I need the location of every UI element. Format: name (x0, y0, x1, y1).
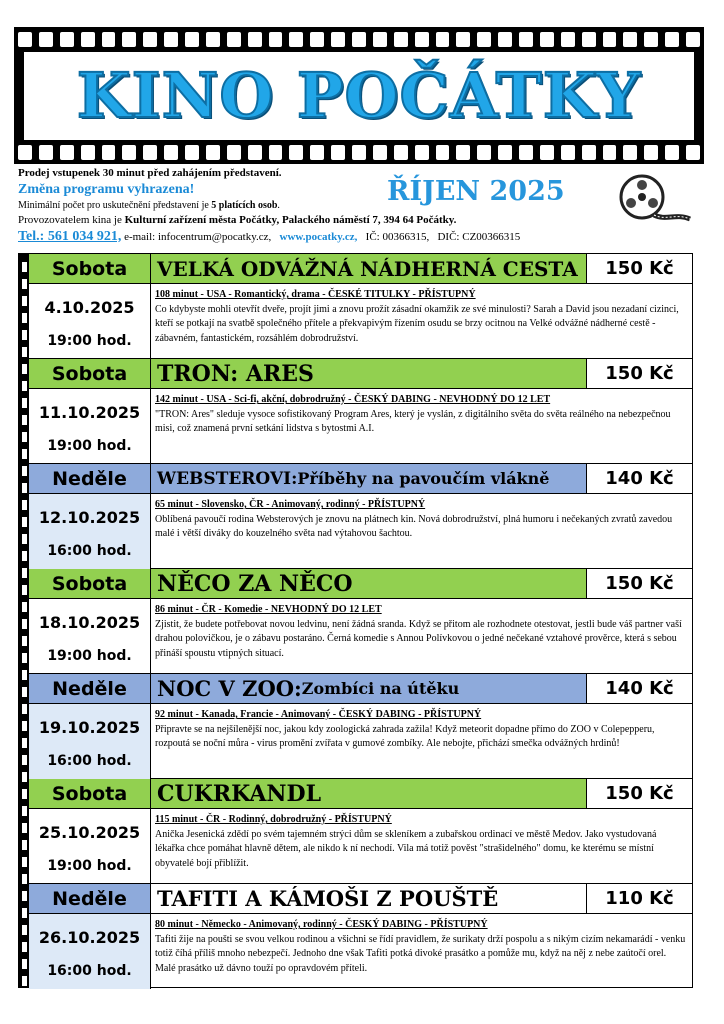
weekday-label: Neděle (29, 884, 150, 914)
movie-title-bar (151, 359, 586, 389)
screening-date: 18.10.2025 (38, 613, 141, 632)
operator-info: Provozovatelem kina je Kulturní zařízení města Počátky, Palackého náměstí 7, 394 64 Počátky. (18, 214, 457, 226)
datetime-cell (29, 599, 150, 674)
weekday-label: Sobota (29, 779, 150, 809)
film-holes-bottom (18, 145, 700, 160)
screening-time: 16:00 hod. (47, 543, 132, 559)
movie-description: Tafiti žije na poušti se svou velkou rodinou a všichni se řídí pravidlem, že surikaty drží pospolu a s nikým cizím nekamarádí - venku totiž číhá příliš mnoho nebezpečí. Jednoho dne však Tafiti potká divoké prasátko a pomůže mu, když na něj z nebe zaútočí orel. Malé prasátko už dávno touží po opravdovém příteli. (155, 933, 686, 974)
movie-meta: 142 minut - USA - Sci-fi, akční, dobrodružný - ČESKÝ DABING - NEVHODNÝ DO 12 LET (155, 394, 551, 405)
date-column (29, 674, 151, 779)
screening-date: 19.10.2025 (38, 718, 141, 737)
movie-description: Zjistit, že budete potřebovat novou ledvinu, není žádná sranda. Když se přitom ale rozhodnete otestovat, jestli bude váš partner vaší drahou polovičkou, je o zábavu postaráno. Černá komedie s Annou Polívkovou o jedné nečekané vztahové prověrce, která s sebou přináší spoustu vtipných situací. (155, 618, 682, 659)
movie-subtitle: Příběhy na pavoučím vlákně (297, 469, 550, 488)
datetime-cell (29, 914, 150, 989)
movie-title-bar (151, 464, 586, 494)
movie-description-block (151, 599, 692, 661)
movie-meta: 92 minut - Kanada, Francie - Animovaný - ČESKÝ DABING - PŘÍSTUPNÝ (155, 709, 482, 720)
movie-title-bar (151, 884, 586, 914)
movie-title: CUKRKANDL (157, 780, 322, 807)
movie-title-bar (151, 569, 586, 599)
minimum-audience-info: Minimální počet pro uskutečnění představení je 5 platících osob. (18, 199, 280, 211)
weekday-label: Neděle (29, 674, 150, 704)
film-reel-icon (614, 173, 694, 227)
screening-date: 12.10.2025 (38, 508, 141, 527)
movie-description-block (151, 494, 692, 542)
date-column (29, 884, 151, 989)
film-strip-header (14, 27, 704, 164)
datetime-cell (29, 389, 150, 464)
movie-meta: 86 minut - ČR - Komedie - NEVHODNÝ DO 12 LET (155, 604, 382, 615)
contact-line (18, 230, 618, 245)
ico-text: IČ: 00366315, (365, 230, 430, 243)
ticket-price: 140 Kč (586, 464, 692, 494)
datetime-cell (29, 809, 150, 884)
program-list (18, 253, 693, 988)
movie-description: Anička Jesenická zdědí po svém tajemném strýci dům se skleníkem a zubařskou ordinací ve městě Medov. Jako vystudovaná lékařka chce pomáhat hlavně dětem, ale nikdo k ní nechodí. Vila má totiž pověst "strašidelného" domu, ke kterému se místní obyvatelé bojí přiblížit. (155, 828, 657, 869)
program-entry (29, 464, 692, 569)
program-entry (29, 569, 692, 674)
ticket-price: 110 Kč (586, 884, 692, 914)
datetime-cell (29, 494, 150, 569)
film-window (24, 52, 694, 140)
date-column (29, 569, 151, 674)
movie-description-block (151, 704, 692, 752)
film-holes-top (18, 32, 700, 47)
page-title: KINO POČÁTKY (76, 59, 642, 132)
screening-date: 11.10.2025 (38, 403, 141, 422)
screening-date: 26.10.2025 (38, 928, 141, 947)
movie-subtitle: Zombíci na útěku (301, 679, 460, 698)
ticket-price: 150 Kč (586, 779, 692, 809)
ticket-price: 150 Kč (586, 569, 692, 599)
screening-time: 19:00 hod. (47, 438, 132, 454)
month-heading: ŘÍJEN 2025 (387, 176, 565, 207)
screening-time: 19:00 hod. (47, 648, 132, 664)
email-text[interactable]: e-mail: infocentrum@pocatky.cz, (124, 230, 272, 243)
movie-meta: 108 minut - USA - Romantický, drama - ČESKÉ TITULKY - PŘÍSTUPNÝ (155, 289, 476, 300)
movie-title: NĚCO ZA NĚCO (157, 570, 353, 597)
movie-meta: 115 minut - ČR - Rodinný, dobrodružný - PŘÍSTUPNÝ (155, 814, 392, 825)
weekday-label: Sobota (29, 254, 150, 284)
movie-title: VELKÁ ODVÁŽNÁ NÁDHERNÁ CESTA (157, 256, 578, 281)
ticket-price: 150 Kč (586, 359, 692, 389)
program-entry (29, 779, 692, 884)
date-column (29, 464, 151, 569)
screening-time: 16:00 hod. (47, 753, 132, 769)
movie-title: TRON: ARES (157, 360, 314, 387)
movie-title: WEBSTEROVI: (157, 468, 298, 489)
date-column (29, 779, 151, 884)
movie-meta: 65 minut - Slovensko, ČR - Animovaný, rodinný - PŘÍSTUPNÝ (155, 499, 426, 510)
date-column (29, 359, 151, 464)
phone-link[interactable]: Tel.: 561 034 921, (18, 228, 122, 244)
date-column (29, 254, 151, 359)
program-change-notice: Změna programu vyhrazena! (18, 181, 195, 197)
movie-title-bar (151, 674, 586, 704)
movie-description: "TRON: Ares" sleduje vysoce sofistikovaný Program Ares, který je vyslán, z digitálního světa do světa reálného na nebezpečnou misi, což znamená první setkání lidstva s bytostmi A.I. (155, 408, 671, 434)
program-entry (29, 884, 692, 989)
movie-description-block (151, 809, 692, 871)
movie-title-bar (151, 779, 586, 809)
screening-date: 4.10.2025 (44, 298, 135, 317)
ticket-price: 140 Kč (586, 674, 692, 704)
movie-title-bar (151, 254, 586, 284)
movie-description: Připravte se na nejšílenější noc, jakou kdy zoologická zahrada zažila! Když meteorit dopadne přímo do ZOO v Colepepperu, rozpoutá se noční můra - virus promění zvířata v gumové zombíky. Ale nebojte, přichází smečka odvážných hrdinů! (155, 723, 655, 749)
ticket-info: Prodej vstupenek 30 minut před zahájením představení. (18, 167, 282, 179)
film-sprocket-left (19, 254, 29, 987)
program-entry (29, 359, 692, 464)
movie-description-block (151, 914, 692, 976)
datetime-cell (29, 704, 150, 779)
weekday-label: Sobota (29, 569, 150, 599)
ticket-price: 150 Kč (586, 254, 692, 284)
movie-description-block (151, 284, 692, 346)
screening-date: 25.10.2025 (38, 823, 141, 842)
movie-description: Oblíbená pavoučí rodina Websterových je znovu na plátnech kin. Nová dobrodružství, plná humoru i nečekaných zvratů zavedou malé i větší diváky do kouzelného světa nad výtahovou šachtou. (155, 513, 673, 539)
movie-description-block (151, 389, 692, 437)
movie-meta: 80 minut - Německo - Animovaný, rodinný - ČESKÝ DABING - PŘÍSTUPNÝ (155, 919, 488, 930)
movie-title: TAFITI A KÁMOŠI Z POUŠTĚ (157, 886, 499, 911)
website-link[interactable]: www.pocatky.cz, (279, 230, 358, 243)
movie-title: NOC V ZOO: (157, 676, 302, 701)
screening-time: 19:00 hod. (47, 333, 132, 349)
datetime-cell (29, 284, 150, 359)
screening-time: 16:00 hod. (47, 963, 132, 979)
dic-text: DIČ: CZ00366315 (437, 230, 521, 243)
program-entry (29, 254, 692, 359)
movie-description: Co kdybyste mohli otevřít dveře, projít jimi a znovu prožít zásadní okamžik ze své minulosti? Sarah a David jsou nezadaní cizinci, kteří se potkají na svatbě společného přítele a překvapivým řízením osudu se brzy ocitnou na Velké odvážné nádherné cestě - zábavném, fantastickém, rozsáhlém dobrodružství. (155, 303, 679, 344)
program-entry (29, 674, 692, 779)
weekday-label: Sobota (29, 359, 150, 389)
screening-time: 19:00 hod. (47, 858, 132, 874)
weekday-label: Neděle (29, 464, 150, 494)
